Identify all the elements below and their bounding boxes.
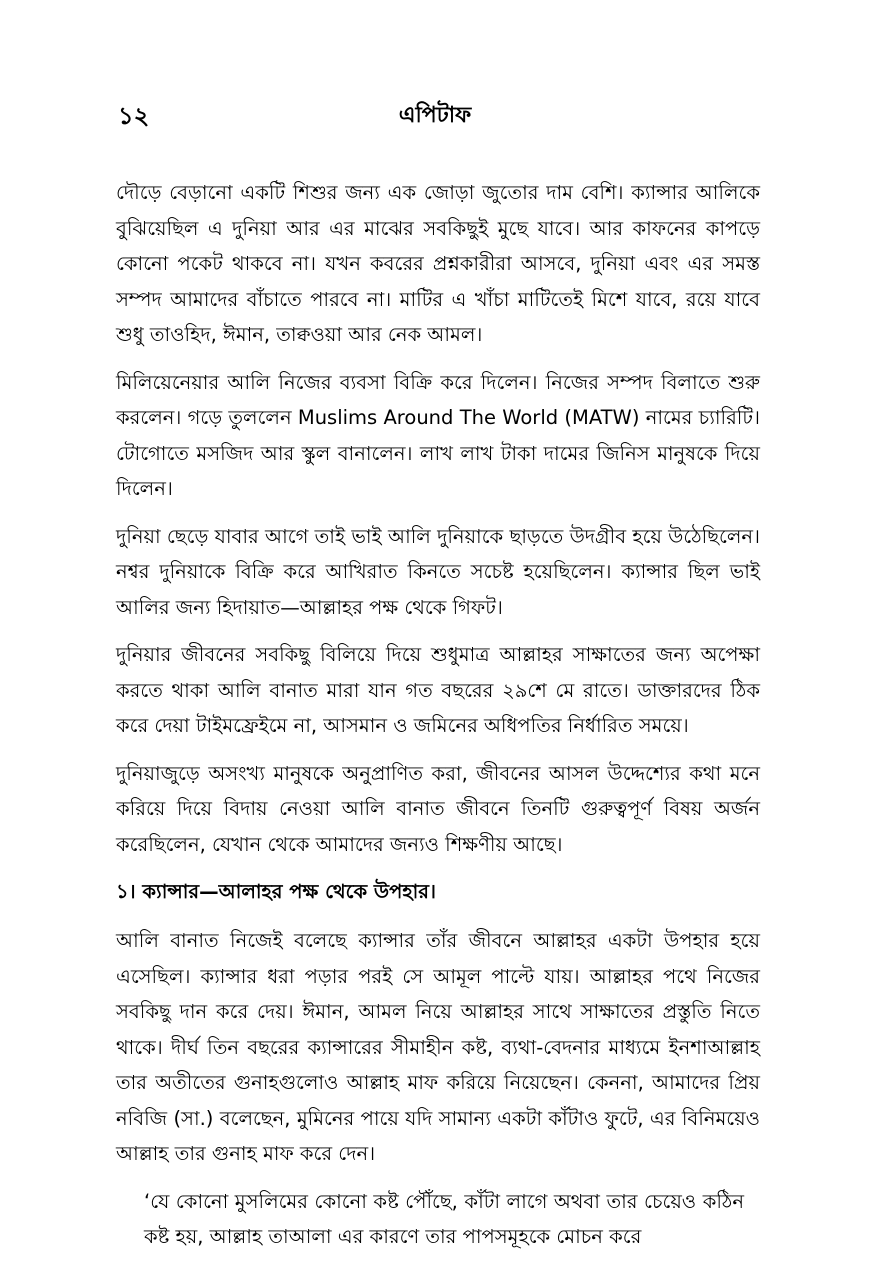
paragraph: দুনিয়ার জীবনের সবকিছু বিলিয়ে দিয়ে শুধুমাত্র আল্লাহর সাক্ষাতের জন্য অপেক্ষা করতে থাকা আলি বানাত মারা যান গত বছরের ২৯শে মে রাতে। ডাক্তারদের ঠিক করে দেয়া টাইমফ্রেইমে না, আসমান ও জমিনের অধিপতির নির্ধারিত সময়ে। <box>116 643 760 737</box>
running-title: এপিটাফ <box>398 103 472 128</box>
paragraph: দুনিয়াজুড়ে অসংখ্য মানুষকে অনুপ্রাণিত করা, জীবনের আসল উদ্দেশ্যের কথা মনে করিয়ে দিয়ে বিদায় নেওয়া আলি বানাত জীবনে তিনটি গুরুত্বপূর্ণ বিষয় অর্জন করেছিলেন, যেখান থেকে আমাদের জন্যও শিক্ষণীয় আছে। <box>116 761 760 856</box>
section-heading: ১। ক্যান্সার—আলাহর পক্ষ থেকে উপহার। <box>116 880 436 903</box>
paragraph: দৌড়ে বেড়ানো একটি শিশুর জন্য এক জোড়া জুতোর দাম বেশি। ক্যান্সার আলিকে বুঝিয়েছিল এ দুনিয়া আর এর মাঝের সবকিছুই মুছে যাবে। আর কাফনের কাপড়ে কোনো পকেট থাকবে না। যখন কবরের প্রশ্নকারীরা আসবে, দুনিয়া এবং এর সমস্ত সম্পদ আমাদের বাঁচাতে পারবে না। মাটির এ খাঁচা মাটিতেই মিশে যাবে, রয়ে যাবে শুধু তাওহিদ, ঈমান, তাক্বওয়া আর নেক আমল। <box>116 181 760 346</box>
paragraph: দুনিয়া ছেড়ে যাবার আগে তাই ভাই আলি দুনিয়াকে ছাড়তে উদগ্রীব হয়ে উঠেছিলেন। নশ্বর দুনিয়াকে বিক্রি করে আখিরাত কিনতে সচেষ্ট হয়েছিলেন। ক্যান্সার ছিল ভাই আলির জন্য হিদায়াত—আল্লাহর পক্ষ থেকে গিফট। <box>116 524 760 619</box>
body-text <box>116 175 760 1255</box>
page-number: ১২ <box>118 102 150 130</box>
hadith-quote: ‘যে কোনো মুসলিমের কোনো কষ্ট পৌঁছে, কাঁটা লাগে অথবা তার চেয়েও কঠিন কষ্ট হয়, আল্লাহ তাআলা এর কারণে তার পাপসমূহকে মোচন করে <box>144 1189 744 1248</box>
section-paragraph: আলি বানাত নিজেই বলেছে ক্যান্সার তাঁর জীবনে আল্লাহর একটা উপহার হয়ে এসেছিল। ক্যান্সার ধরা পড়ার পরই সে আমূল পাল্টে যায়। আল্লাহর পথে নিজের সবকিছু দান করে দেয়। ঈমান, আমল নিয়ে আল্লাহর সাথে সাক্ষাতের প্রস্তুতি নিতে থাকে। দীর্ঘ তিন বছরের ক্যান্সারের সীমাহীন কষ্ট, ব্যথা-বেদনার মাধ্যমে ইনশাআল্লাহ তার অতীতের গুনাহগুলোও আল্লাহ মাফ করিয়ে নিয়েছেন। কেননা, আমাদের প্রিয় নবিজি (সা.) বলেছেন, মুমিনের পায়ে যদি সামান্য একটা কাঁটাও ফুটে, এর বিনিময়েও আল্লাহ তার গুনাহ মাফ করে দেন। <box>116 929 760 1165</box>
paragraph: মিলিয়েনেয়ার আলি নিজের ব্যবসা বিক্রি করে দিলেন। নিজের সম্পদ বিলাতে শুরু করলেন। গড়ে তুললেন Muslims Around The World (MATW) নামের চ্যারিটি। টোগোতে মসজিদ আর স্কুল বানালেন। লাখ লাখ টাকা দামের জিনিস মানুষকে দিয়ে দিলেন। <box>116 370 760 500</box>
